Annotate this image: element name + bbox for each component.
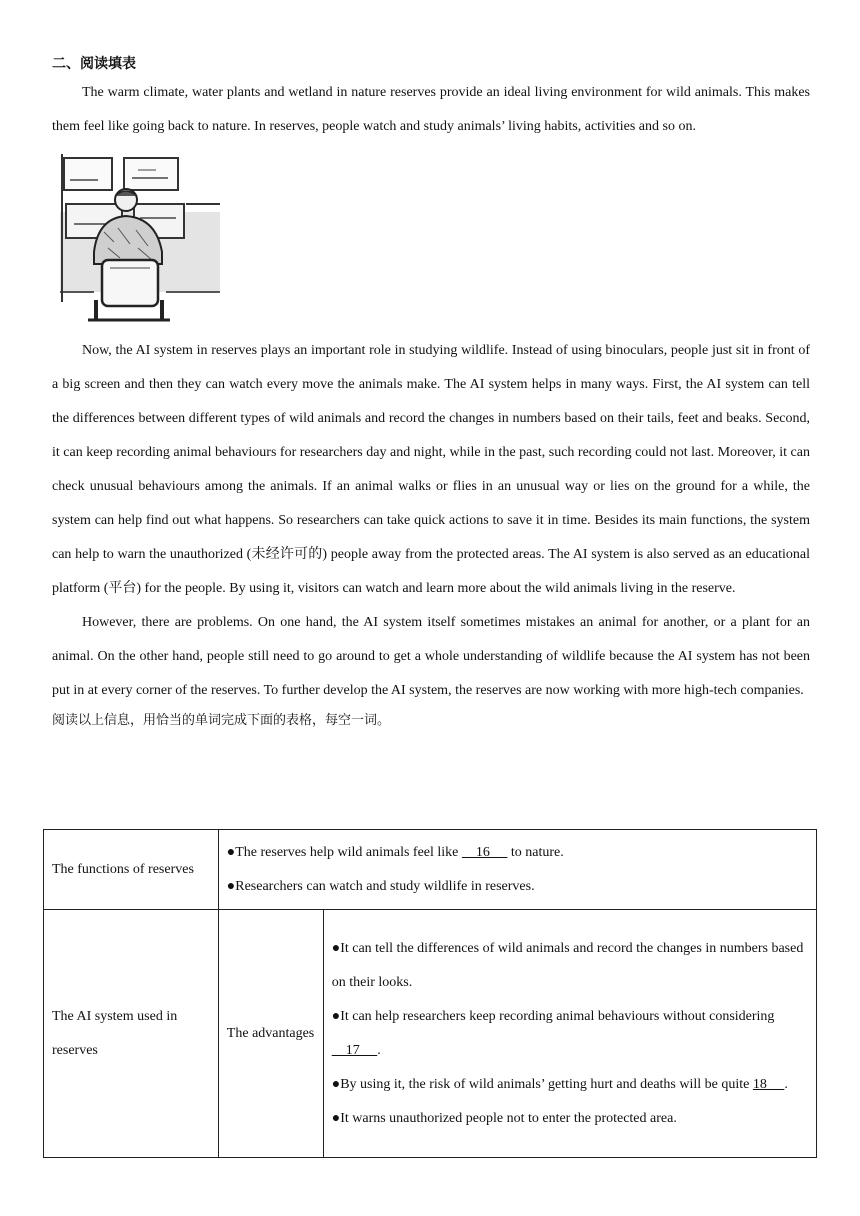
document-page	[52, 52, 810, 734]
row-label-ai-system: The AI system used in reserves	[44, 910, 219, 1158]
table-line: ●It warns unauthorized people not to enter the protected area.	[331, 1110, 677, 1126]
table-line	[332, 1000, 808, 1068]
answer-table	[43, 829, 817, 1158]
table-line	[227, 836, 808, 870]
row-label-functions: The functions of reserves	[44, 830, 219, 910]
paragraph-1: The warm climate, water plants and wetland in nature reserves provide an ideal living environment for wild animals. This makes them feel like going back to nature. In reserves, people watch and study animals’ living habits, activities and so on.	[52, 85, 810, 134]
row-content-advantages	[323, 910, 816, 1158]
table-row	[44, 830, 817, 910]
table-text: .	[784, 1076, 788, 1092]
table-text: to nature.	[507, 844, 564, 860]
table-text: ●By using it, the risk of wild animals’ getting hurt and deaths will be quite	[331, 1076, 753, 1092]
blank-17[interactable]: 17	[331, 1042, 378, 1058]
paragraph-3: However, there are problems. On one hand, the AI system itself sometimes mistakes an animal for another, or a plant for an animal. On the other hand, people still need to go around to get a whole understanding of wildlife because the AI system has not been put in at every corner of the reserves. To further develop the AI system, the reserves are now working with more high-tech companies.	[52, 615, 810, 698]
table-line	[332, 1068, 808, 1102]
row-content-functions	[218, 830, 816, 910]
blank-18[interactable]: 18	[752, 1076, 785, 1092]
table-text: ●The reserves help wild animals feel like	[226, 844, 462, 860]
table-text: .	[377, 1042, 381, 1058]
sublabel-advantages: The advantages	[218, 910, 323, 1158]
instruction-text: 阅读以上信息，用恰当的单词完成下面的表格，每空一词。	[52, 713, 391, 728]
table-row	[44, 910, 817, 1158]
illustration-person-at-screen	[58, 152, 226, 328]
paragraph-2: Now, the AI system in reserves plays an important role in studying wildlife. Instead of using binoculars, people just sit in front of a big screen and then they can watch every move the animals make. The AI system helps in many ways. First, the AI system can tell the differences between different types of wild animals and record the changes in numbers based on their tails, feet and beaks. Second, it can keep recording animal behaviours for researchers day and night, while in the past, such recording could not last. Moreover, it can check unusual behaviours among the animals. If an animal walks or flies in an unusual way or lies on the ground for a while, the system can help find out what happens. So researchers can take quick actions to save it in time. Besides its main functions, the system can help to warn the unauthorized (未经许可的) people away from the protected areas. The AI system is also served as an educational platform (平台) for the people. By using it, visitors can watch and learn more about the wild animals living in the reserve.	[52, 343, 810, 596]
section-title: 二、阅读填表	[52, 56, 136, 72]
table-text: ●It can help researchers keep recording animal behaviours without considering	[331, 1008, 775, 1024]
table-line: ●It can tell the differences of wild animals and record the changes in numbers based on their looks.	[331, 940, 804, 990]
table-line: ●Researchers can watch and study wildlife in reserves.	[226, 878, 535, 894]
blank-16[interactable]: 16	[461, 844, 508, 860]
